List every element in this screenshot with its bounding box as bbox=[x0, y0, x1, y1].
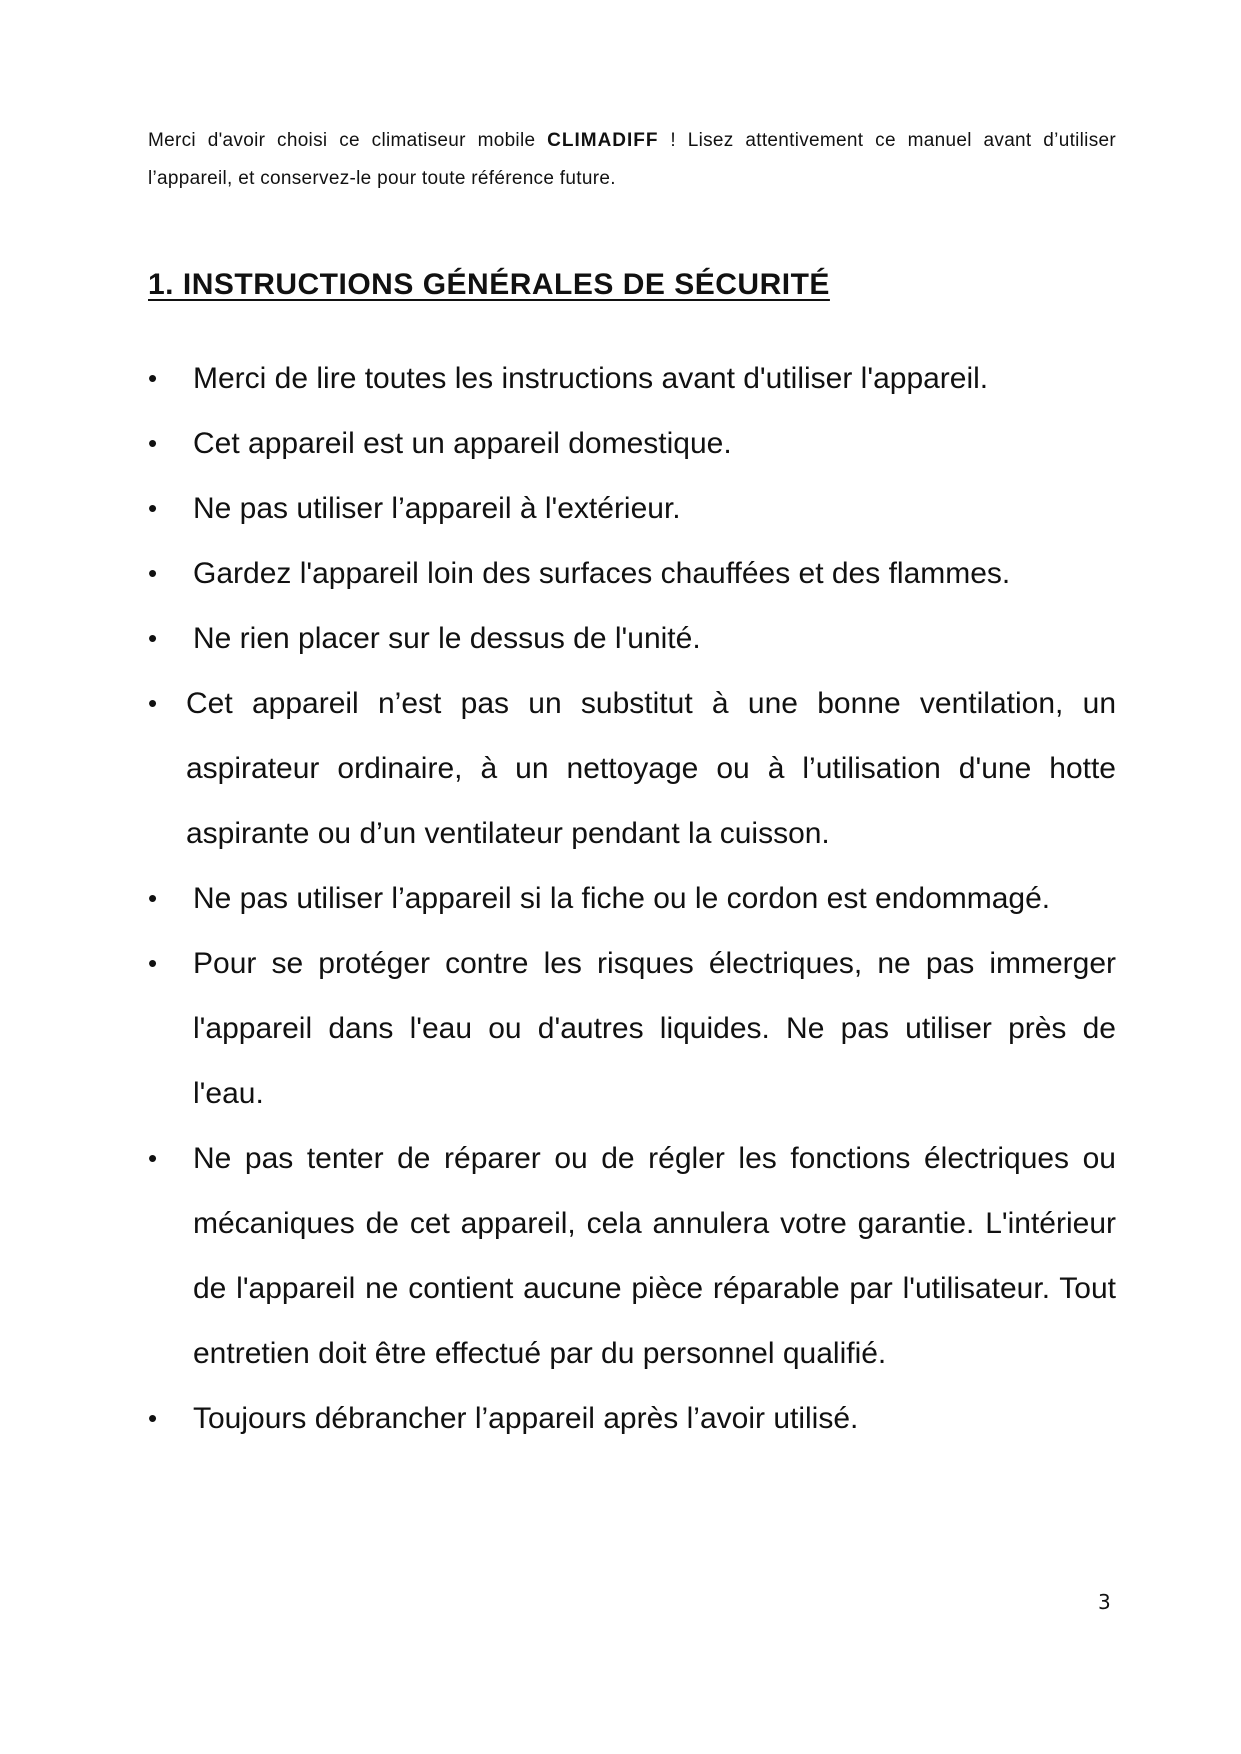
list-item-text: Gardez l'appareil loin des surfaces chauffées et des flammes. bbox=[193, 557, 1011, 590]
list-item-text: Ne pas utiliser l’appareil à l'extérieur. bbox=[193, 492, 681, 525]
bullet-icon: • bbox=[148, 1403, 158, 1433]
bullet-icon: • bbox=[148, 623, 158, 653]
list-item bbox=[148, 346, 1116, 411]
intro-paragraph bbox=[148, 122, 1116, 198]
list-item-text: Merci de lire toutes les instructions avant d'utiliser l'appareil. bbox=[193, 362, 989, 395]
list-item bbox=[148, 606, 1116, 671]
list-item bbox=[148, 411, 1116, 476]
bullet-icon: • bbox=[148, 883, 158, 913]
list-item-text: Ne rien placer sur le dessus de l'unité. bbox=[193, 622, 701, 655]
list-item-text: Ne pas tenter de réparer ou de régler les fonctions électriques ou mécaniques de cet appareil, cela annulera votre garantie. L'intérieur de l'appareil ne contient aucune pièce réparable par l'utilisateur. Tout entretien doit être effectué par du personnel qualifié. bbox=[193, 1142, 1116, 1370]
list-item-text: Ne pas utiliser l’appareil si la fiche ou le cordon est endommagé. bbox=[193, 882, 1051, 915]
list-item bbox=[148, 671, 1116, 866]
bullet-icon: • bbox=[148, 493, 158, 523]
page-number: 3 bbox=[1098, 1590, 1111, 1614]
bullet-icon: • bbox=[148, 688, 158, 718]
list-item bbox=[148, 931, 1116, 1126]
bullet-icon: • bbox=[148, 363, 158, 393]
bullet-icon: • bbox=[148, 948, 158, 978]
list-item-text: Pour se protéger contre les risques électriques, ne pas immerger l'appareil dans l'eau ou d'autres liquides. Ne pas utiliser près de l'eau. bbox=[193, 947, 1116, 1110]
list-item bbox=[148, 476, 1116, 541]
list-item bbox=[148, 1126, 1116, 1386]
bullet-icon: • bbox=[148, 1143, 158, 1173]
list-item-text: Toujours débrancher l’appareil après l’avoir utilisé. bbox=[193, 1402, 859, 1435]
list-item-text: Cet appareil est un appareil domestique. bbox=[193, 427, 732, 460]
safety-instructions-list bbox=[148, 346, 1116, 1451]
list-item-text: Cet appareil n’est pas un substitut à une bonne ventilation, un aspirateur ordinaire, à un nettoyage ou à l’utilisation d'une hotte aspirante ou d’un ventilateur pendant la cuisson. bbox=[186, 687, 1116, 850]
brand-name: CLIMADIFF bbox=[547, 130, 659, 151]
intro-text-end: ! Lisez attentivement ce manuel avant d’utiliser l’appareil, et conservez-le pour toute référence future. bbox=[148, 130, 1116, 189]
bullet-icon: • bbox=[148, 558, 158, 588]
list-item bbox=[148, 541, 1116, 606]
list-item bbox=[148, 866, 1116, 931]
intro-text-start: Merci d'avoir choisi ce climatiseur mobile bbox=[148, 130, 548, 151]
list-item bbox=[148, 1386, 1116, 1451]
section-heading: 1. INSTRUCTIONS GÉNÉRALES DE SÉCURITÉ bbox=[148, 268, 830, 301]
bullet-icon: • bbox=[148, 428, 158, 458]
